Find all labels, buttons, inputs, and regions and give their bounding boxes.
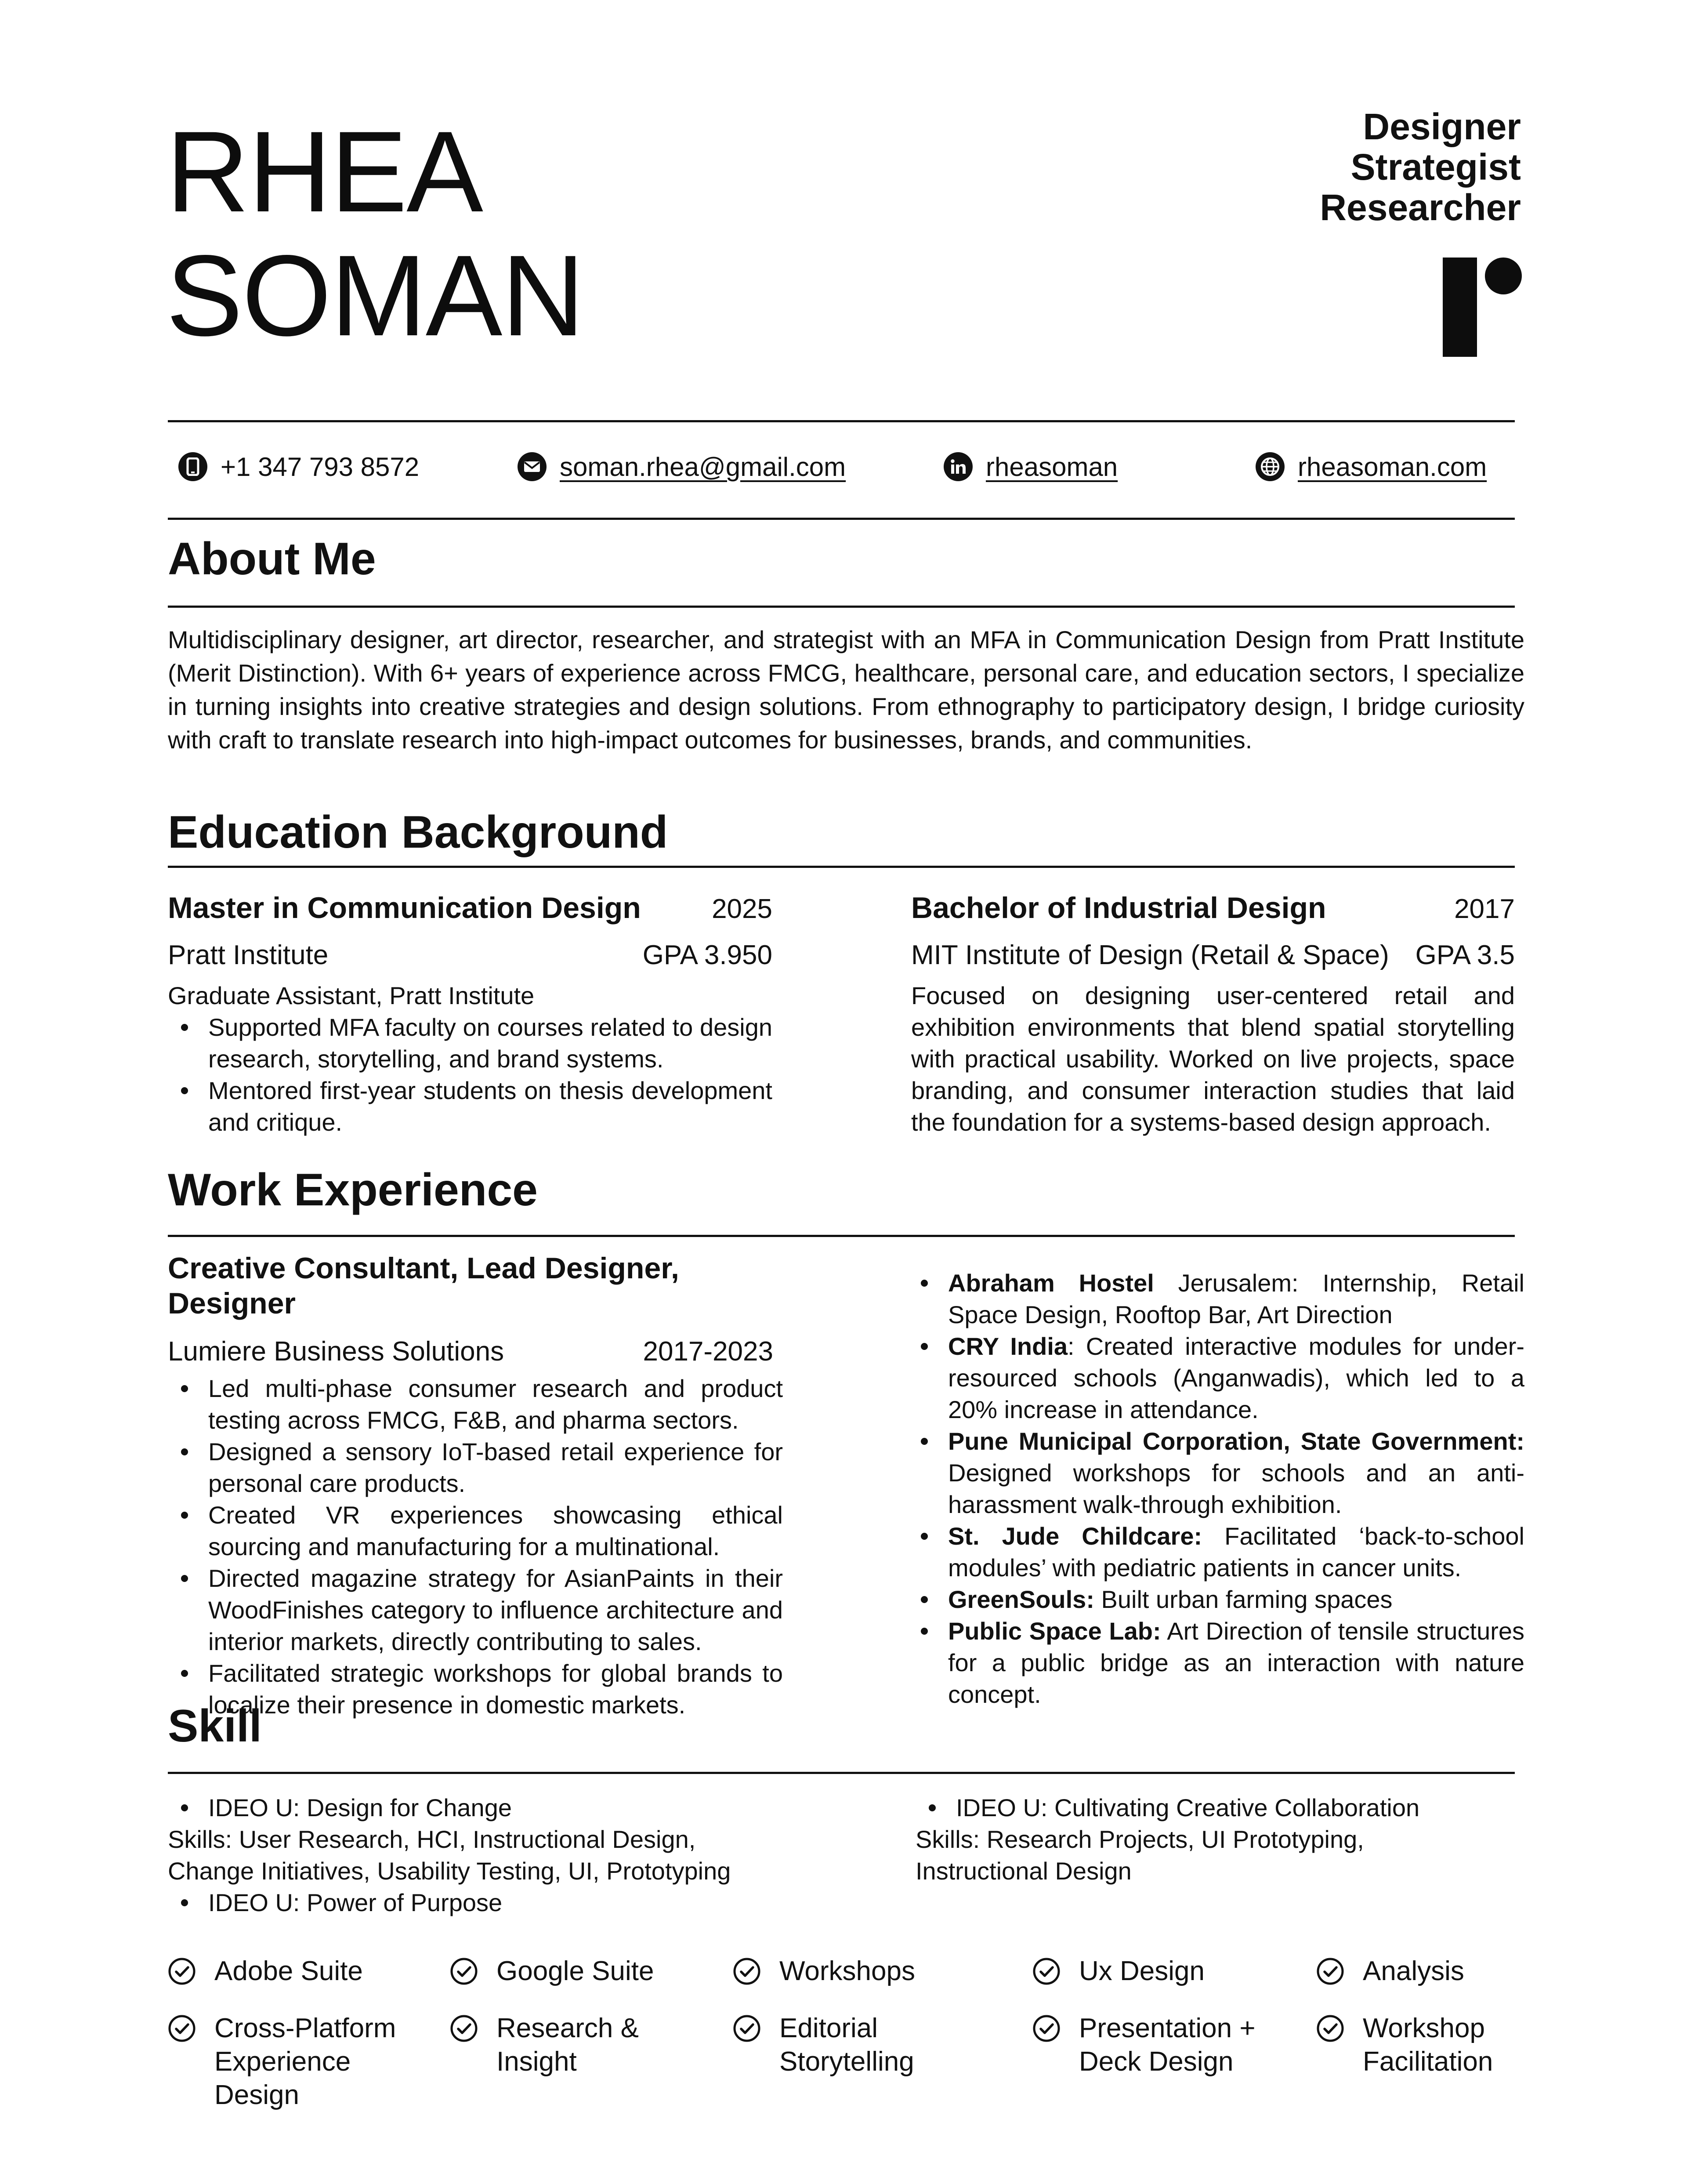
website-link[interactable]: rheasoman.com xyxy=(1298,452,1487,482)
list-item: Directed magazine strategy for AsianPaints in their WoodFinishes category to influence architecture and interior markets, directly contributing to sales. xyxy=(168,1563,783,1658)
divider xyxy=(168,1235,1515,1237)
check-circle-icon xyxy=(450,2014,478,2043)
skill-label: Google Suite xyxy=(496,1956,654,1986)
r-monogram-logo-icon xyxy=(1443,258,1522,357)
role-strategist: Strategist xyxy=(1350,146,1521,188)
divider xyxy=(168,518,1515,520)
about-text: Multidisciplinary designer, art director, researcher, and strategist with an MFA in Communication Design from Pratt Institute (Merit Distinction). With 6+ years of experience across FMCG, healthcare, personal care, and education sectors, I specialize in turning insights into creative strategies and design solutions. From ethnography to participatory design, I bridge curiosity with craft to translate research into high-impact outcomes for businesses, brands, and communities. xyxy=(168,626,1524,754)
role-researcher: Researcher xyxy=(1320,187,1521,228)
courses-right xyxy=(916,1792,1487,1887)
course-item: IDEO U: Power of Purpose xyxy=(168,1887,827,1919)
project-desc: Built urban farming spaces xyxy=(1094,1585,1393,1613)
check-circle-icon xyxy=(450,1957,478,1985)
project-name: CRY India xyxy=(948,1332,1068,1360)
project-desc: Jerusalem: Internship, Retail Space Design, Rooftop Bar, Art Direction xyxy=(948,1269,1524,1328)
master-school: Pratt Institute xyxy=(168,940,329,970)
work-projects xyxy=(908,1267,1524,1710)
skill-heading: Skill xyxy=(168,1701,262,1752)
check-circle-icon xyxy=(1316,1957,1344,1985)
course-list xyxy=(168,1792,827,1824)
bachelor-degree: Bachelor of Industrial Design xyxy=(911,891,1326,925)
courses-left xyxy=(168,1792,827,1919)
list-item: Mentored first-year students on thesis development and critique. xyxy=(168,1075,772,1138)
skill-label: Workshop Facilitation xyxy=(1363,2013,1493,2077)
master-degree: Master in Communication Design xyxy=(168,891,641,925)
work-bullets xyxy=(168,1373,783,1721)
skill-label: Ux Design xyxy=(1079,1956,1205,1986)
course-skills: Skills: Research Projects, UI Prototyping, Instructional Design xyxy=(916,1825,1364,1885)
last-name: SOMAN xyxy=(166,231,584,360)
mail-icon xyxy=(518,452,547,481)
list-item xyxy=(908,1426,1524,1520)
bachelor-text: Focused on designing user-centered retail and exhibition environments that blend spatial storytelling with practical usability. Worked on live projects, space branding, and consumer interaction studies that laid the foundation for a systems-based design approach. xyxy=(911,982,1515,1136)
master-role: Graduate Assistant, Pratt Institute xyxy=(168,982,535,1009)
list-item: Led multi-phase consumer research and product testing across FMCG, F&B, and pharma sectors. xyxy=(168,1373,783,1436)
work-title: Creative Consultant, Lead Designer, Designer xyxy=(168,1252,679,1320)
master-bullets xyxy=(168,1012,772,1138)
skill-item xyxy=(1316,1955,1464,1988)
master-year: 2025 xyxy=(712,894,772,924)
work-years: 2017-2023 xyxy=(643,1336,773,1367)
skill-label: Editorial Storytelling xyxy=(779,2013,914,2077)
work-company: Lumiere Business Solutions xyxy=(168,1336,504,1367)
project-name: GreenSouls: xyxy=(948,1585,1094,1613)
skill-label: Research & Insight xyxy=(496,2013,639,2077)
project-name: Pune Municipal Corporation, State Government: xyxy=(948,1427,1524,1455)
name xyxy=(166,107,584,360)
check-circle-icon xyxy=(1316,2014,1344,2043)
education-master xyxy=(168,890,772,1138)
bachelor-school: MIT Institute of Design (Retail & Space) xyxy=(911,940,1389,970)
contact-linkedin[interactable] xyxy=(944,449,1118,484)
skill-item xyxy=(168,1955,363,1988)
course-skills: Skills: User Research, HCI, Instructional Design, Change Initiatives, Usability Testing, UI, Prototyping xyxy=(168,1825,731,1885)
skill-item xyxy=(1032,2012,1270,2079)
skill-item xyxy=(733,2012,926,2079)
check-circle-icon xyxy=(168,2014,196,2043)
check-circle-icon xyxy=(733,1957,761,1985)
skill-label: Adobe Suite xyxy=(214,1956,363,1986)
education-heading: Education Background xyxy=(168,807,668,858)
skill-item xyxy=(733,1955,915,1988)
course-item: IDEO U: Design for Change xyxy=(168,1792,827,1824)
course-item: IDEO U: Cultivating Creative Collaboration xyxy=(916,1792,1487,1824)
check-circle-icon xyxy=(1032,1957,1061,1985)
divider xyxy=(168,1772,1515,1774)
divider xyxy=(168,420,1515,422)
project-name: St. Jude Childcare: xyxy=(948,1522,1202,1550)
skill-label: Cross-Platform Experience Design xyxy=(214,2013,396,2110)
project-desc: : Created interactive modules for under-resourced schools (Anganwadis), which led to a 20% increase in attendance. xyxy=(948,1332,1524,1423)
skill-item xyxy=(1032,1955,1205,1988)
phone-icon xyxy=(178,452,207,481)
divider xyxy=(168,866,1515,868)
list-item xyxy=(908,1615,1524,1710)
skill-item xyxy=(450,1955,654,1988)
contact-email[interactable] xyxy=(518,449,846,484)
skill-item xyxy=(450,2012,643,2079)
list-item xyxy=(908,1331,1524,1426)
project-list xyxy=(908,1267,1524,1710)
list-item: Created VR experiences showcasing ethical sourcing and manufacturing for a multinational. xyxy=(168,1499,783,1563)
check-circle-icon xyxy=(168,1957,196,1985)
project-desc: Facilitated ‘back-to-school modules’ with pediatric patients in cancer units. xyxy=(948,1522,1524,1582)
check-circle-icon xyxy=(1032,2014,1061,2043)
linkedin-link[interactable]: rheasoman xyxy=(986,452,1118,482)
list-item xyxy=(908,1267,1524,1331)
course-list xyxy=(916,1792,1487,1824)
contact-website[interactable] xyxy=(1256,449,1487,484)
list-item: Designed a sensory IoT-based retail experience for personal care products. xyxy=(168,1436,783,1499)
divider xyxy=(168,606,1515,608)
project-name: Public Space Lab: xyxy=(948,1617,1161,1645)
about-heading: About Me xyxy=(168,533,376,584)
education-bachelor xyxy=(911,890,1515,1138)
skill-item xyxy=(1316,2012,1501,2079)
project-desc: Art Direction of tensile structures for a public bridge as an interaction with nature concept. xyxy=(948,1617,1525,1708)
phone-number: +1 347 793 8572 xyxy=(221,452,420,482)
linkedin-icon xyxy=(944,452,973,481)
project-desc: Designed workshops for schools and an anti-harassment walk-through exhibition. xyxy=(948,1459,1524,1518)
skill-label: Presentation + Deck Design xyxy=(1079,2013,1256,2077)
course-list xyxy=(168,1887,827,1919)
check-circle-icon xyxy=(733,2014,761,2043)
contact-phone[interactable] xyxy=(178,449,419,484)
first-name: RHEA xyxy=(166,107,482,236)
master-gpa: GPA 3.950 xyxy=(642,940,772,970)
project-name: Abraham Hostel xyxy=(948,1269,1154,1297)
list-item: Facilitated strategic workshops for global brands to localize their presence in domestic markets. xyxy=(168,1658,783,1721)
email-link[interactable]: soman.rhea@gmail.com xyxy=(560,452,846,482)
work-main xyxy=(168,1251,783,1721)
list-item xyxy=(908,1520,1524,1584)
skill-label: Workshops xyxy=(779,1956,915,1986)
list-item xyxy=(908,1584,1524,1615)
globe-icon xyxy=(1256,452,1285,481)
bachelor-gpa: GPA 3.5 xyxy=(1415,940,1515,970)
skill-label: Analysis xyxy=(1363,1956,1464,1986)
bachelor-year: 2017 xyxy=(1454,894,1515,924)
list-item: Supported MFA faculty on courses related to design research, storytelling, and brand systems. xyxy=(168,1012,772,1075)
roles xyxy=(1320,106,1521,228)
role-designer: Designer xyxy=(1363,106,1521,147)
work-heading: Work Experience xyxy=(168,1165,538,1215)
skill-item xyxy=(168,2012,440,2112)
